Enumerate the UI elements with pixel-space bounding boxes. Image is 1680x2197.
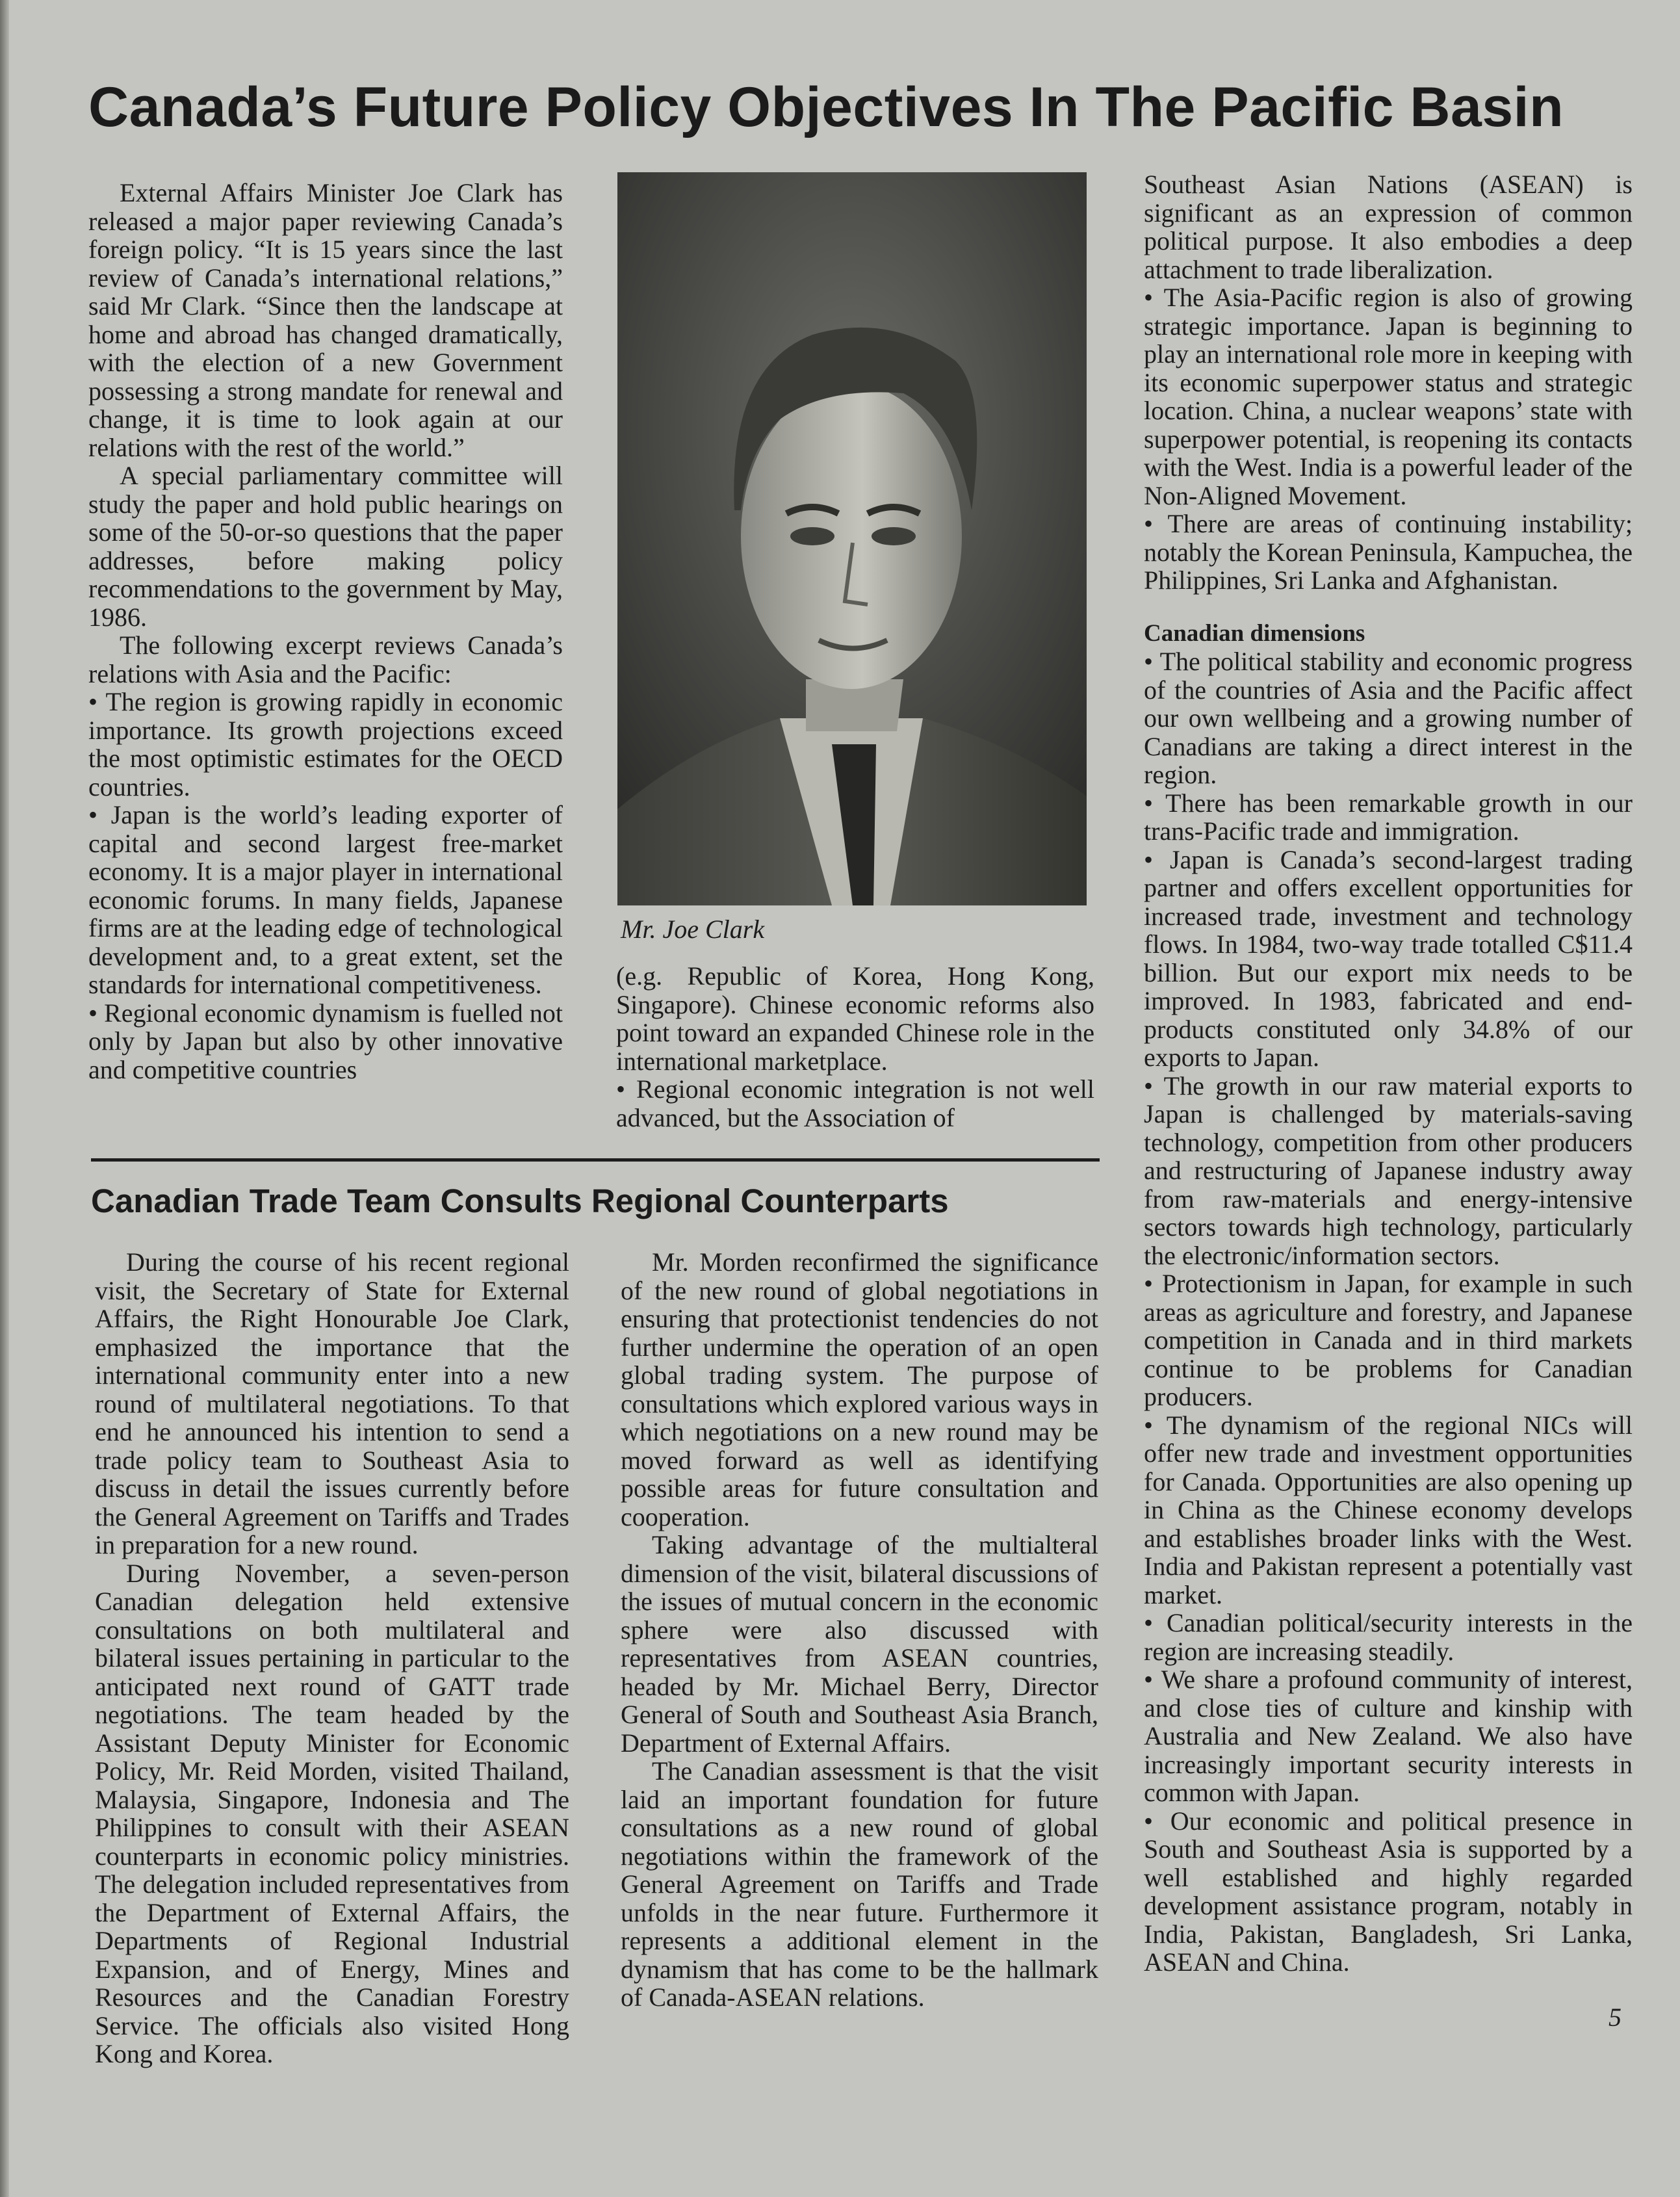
bullet-paragraph: • Japan is the world’s leading exporter of capital and second largest free-market economy. It is a major player in international economic forums. In many fields, Japanese firms are at the leading edge of technological development and, to a great extent, set the standards for international competitiveness. bbox=[88, 800, 563, 999]
bullet-paragraph: • Regional economic integration is not well advanced, but the Association of bbox=[616, 1074, 1094, 1132]
section-divider bbox=[91, 1158, 1100, 1162]
article2-column-1 bbox=[95, 1248, 569, 2068]
paragraph: A special parliamentary committee will study the paper and hold public hearings on some of the 50-or-so questions that the paper addresses, before making policy recommendations to the government by May, 1986. bbox=[88, 461, 563, 632]
paragraph: The following excerpt reviews Canada’s relations with Asia and the Pacific: bbox=[88, 630, 563, 688]
article1-column-2 bbox=[616, 962, 1094, 1132]
article-title: Canada’s Future Policy Objectives In The Pacific Basin bbox=[88, 76, 1564, 138]
paragraph: During November, a seven-person Canadian delegation held extensive consultations on both multilateral and bilateral issues pertaining in particular to the anticipated next round of GATT trade negotiations. The team headed by the Assistant Deputy Minister for Economic Policy, Mr. Reid Morden, visited Thailand, Malaysia, Singapore, Indonesia and The Philippines to consult with their ASEAN counterparts in economic policy ministries. The delegation included representatives from the Department of External Affairs, the Departments of Regional Industrial Expansion, and of Energy, Mines and Resources and the Canadian Forestry Service. The officials also visited Hong Kong and Korea. bbox=[95, 1558, 569, 2068]
article2-title: Canadian Trade Team Consults Regional Counterparts bbox=[91, 1182, 949, 1219]
paragraph: The Canadian assessment is that the visit laid an important foundation for future consultations as a new round of global negotiations within the framework of the General Agreement on Tariffs and Trade unfolds in the near future. Furthermore it represents a additional element in the dynamism that has come to be the hallmark of Canada-ASEAN relations. bbox=[621, 1756, 1098, 2012]
portrait-image bbox=[617, 172, 1087, 905]
bullet-paragraph: • There are areas of continuing instability; notably the Korean Peninsula, Kampuchea, the Philippines, Sri Lanka and Afghanistan. bbox=[1144, 509, 1633, 595]
bullet-paragraph: • Our economic and political presence in South and Southeast Asia is supported by a well established and highly regarded development assistance program, notably in India, Pakistan, Bangladesh, Sri Lanka, ASEAN and China. bbox=[1144, 1806, 1633, 1977]
bullet-paragraph: • Protectionism in Japan, for example in such areas as agriculture and forestry, and Japanese competition in Canada and in third markets continue to be problems for Canadian producers. bbox=[1144, 1269, 1633, 1411]
paragraph: Mr. Morden reconfirmed the significance of the new round of global negotiations in ensuring that protectionist tendencies do not further undermine the operation of an open global trading system. The purpose of consultations which explored various ways in which negotiations on a new round may be moved forward as well as identifying possible areas for future consultation and cooperation. bbox=[621, 1247, 1098, 1531]
bullet-paragraph: • The Asia-Pacific region is also of growing strategic importance. Japan is beginning to play an international role more in keeping with its economic superpower status and strategic location. China, a nuclear weapons’ state with superpower potential, is reopening its contacts with the West. India is a powerful leader of the Non-Aligned Movement. bbox=[1144, 283, 1633, 510]
bullet-paragraph: • The dynamism of the regional NICs will offer new trade and investment opportunities for Canada. Opportunities are also opening up in China as the Chinese economy develops and establishes broader links with the West. India and Pakistan represent a potentially vast market. bbox=[1144, 1410, 1633, 1609]
spacer bbox=[1144, 595, 1633, 619]
continued-paragraph: (e.g. Republic of Korea, Hong Kong, Singapore). Chinese economic reforms also point toward an expanded Chinese role in the international marketplace. bbox=[616, 961, 1094, 1076]
bullet-paragraph: • The region is growing rapidly in economic importance. Its growth projections exceed the most optimistic estimates for the OECD countries. bbox=[88, 687, 563, 801]
continued-paragraph: Southeast Asian Nations (ASEAN) is significant as an expression of common political purpose. It also embodies a deep attachment to trade liberalization. bbox=[1144, 170, 1633, 284]
bullet-paragraph: • Regional economic dynamism is fuelled not only by Japan but also by other innovative and competitive countries bbox=[88, 998, 563, 1084]
bullet-paragraph: • There has been remarkable growth in our trans-Pacific trade and immigration. bbox=[1144, 788, 1633, 846]
page-number: 5 bbox=[1609, 2003, 1622, 2032]
bullet-paragraph: • Japan is Canada’s second-largest trading partner and offers excellent opportunities for increased trade, investment and technology flows. In 1984, two-way trade totalled C$11.4 billion. But our export mix needs to be improved. In 1983, fabricated and end-products constituted only 34.8% of our exports to Japan. bbox=[1144, 844, 1633, 1072]
bullet-paragraph: • The growth in our raw material exports to Japan is challenged by materials-saving technology, competition from other producers and restructuring of Japanese industry away from raw-materials and energy-intensive sectors towards high technology, particularly the electronic/information sectors. bbox=[1144, 1071, 1633, 1270]
portrait-photo bbox=[617, 172, 1087, 905]
photo-caption: Mr. Joe Clark bbox=[621, 915, 765, 944]
section-heading: Canadian dimensions bbox=[1144, 619, 1365, 647]
paragraph: Taking advantage of the multialteral dimension of the visit, bilateral discussions of the issues of mutual concern in the economic sphere were also discussed with representatives from ASEAN countries, headed by Mr. Michael Berry, Director General of South and Southeast Asia Branch, Department of External Affairs. bbox=[621, 1530, 1098, 1758]
article1-column-1 bbox=[88, 179, 563, 1084]
binding-edge bbox=[0, 0, 9, 2197]
bullet-paragraph: • Canadian political/security interests in the region are increasing steadily. bbox=[1144, 1608, 1633, 1666]
paragraph: During the course of his recent regional visit, the Secretary of State for External Affairs, the Right Honourable Joe Clark, emphasized the importance that the international community enter into a new round of multilateral negotiations. To that end he announced his intention to send a trade policy team to Southeast Asia to discuss in detail the issues currently before the General Agreement on Tariffs and Trades in preparation for a new round. bbox=[95, 1247, 569, 1559]
bullet-paragraph: • The political stability and economic progress of the countries of Asia and the Pacific affect our own wellbeing and a growing number of Canadians are taking a direct interest in the region. bbox=[1144, 647, 1633, 789]
paragraph: External Affairs Minister Joe Clark has released a major paper reviewing Canada’s foreign policy. “It is 15 years since the last review of Canada’s international relations,” said Mr Clark. “Since then the landscape at home and abroad has changed dramatically, with the election of a new Government possessing a strong mandate for renewal and change, it is time to look again at our relations with the rest of the world.” bbox=[88, 178, 563, 462]
article2-column-2 bbox=[621, 1248, 1098, 2012]
article1-column-3 bbox=[1144, 170, 1633, 1977]
bullet-paragraph: • We share a profound community of interest, and close ties of culture and kinship with Australia and New Zealand. We also have increasingly important security interests in common with Japan. bbox=[1144, 1665, 1633, 1807]
